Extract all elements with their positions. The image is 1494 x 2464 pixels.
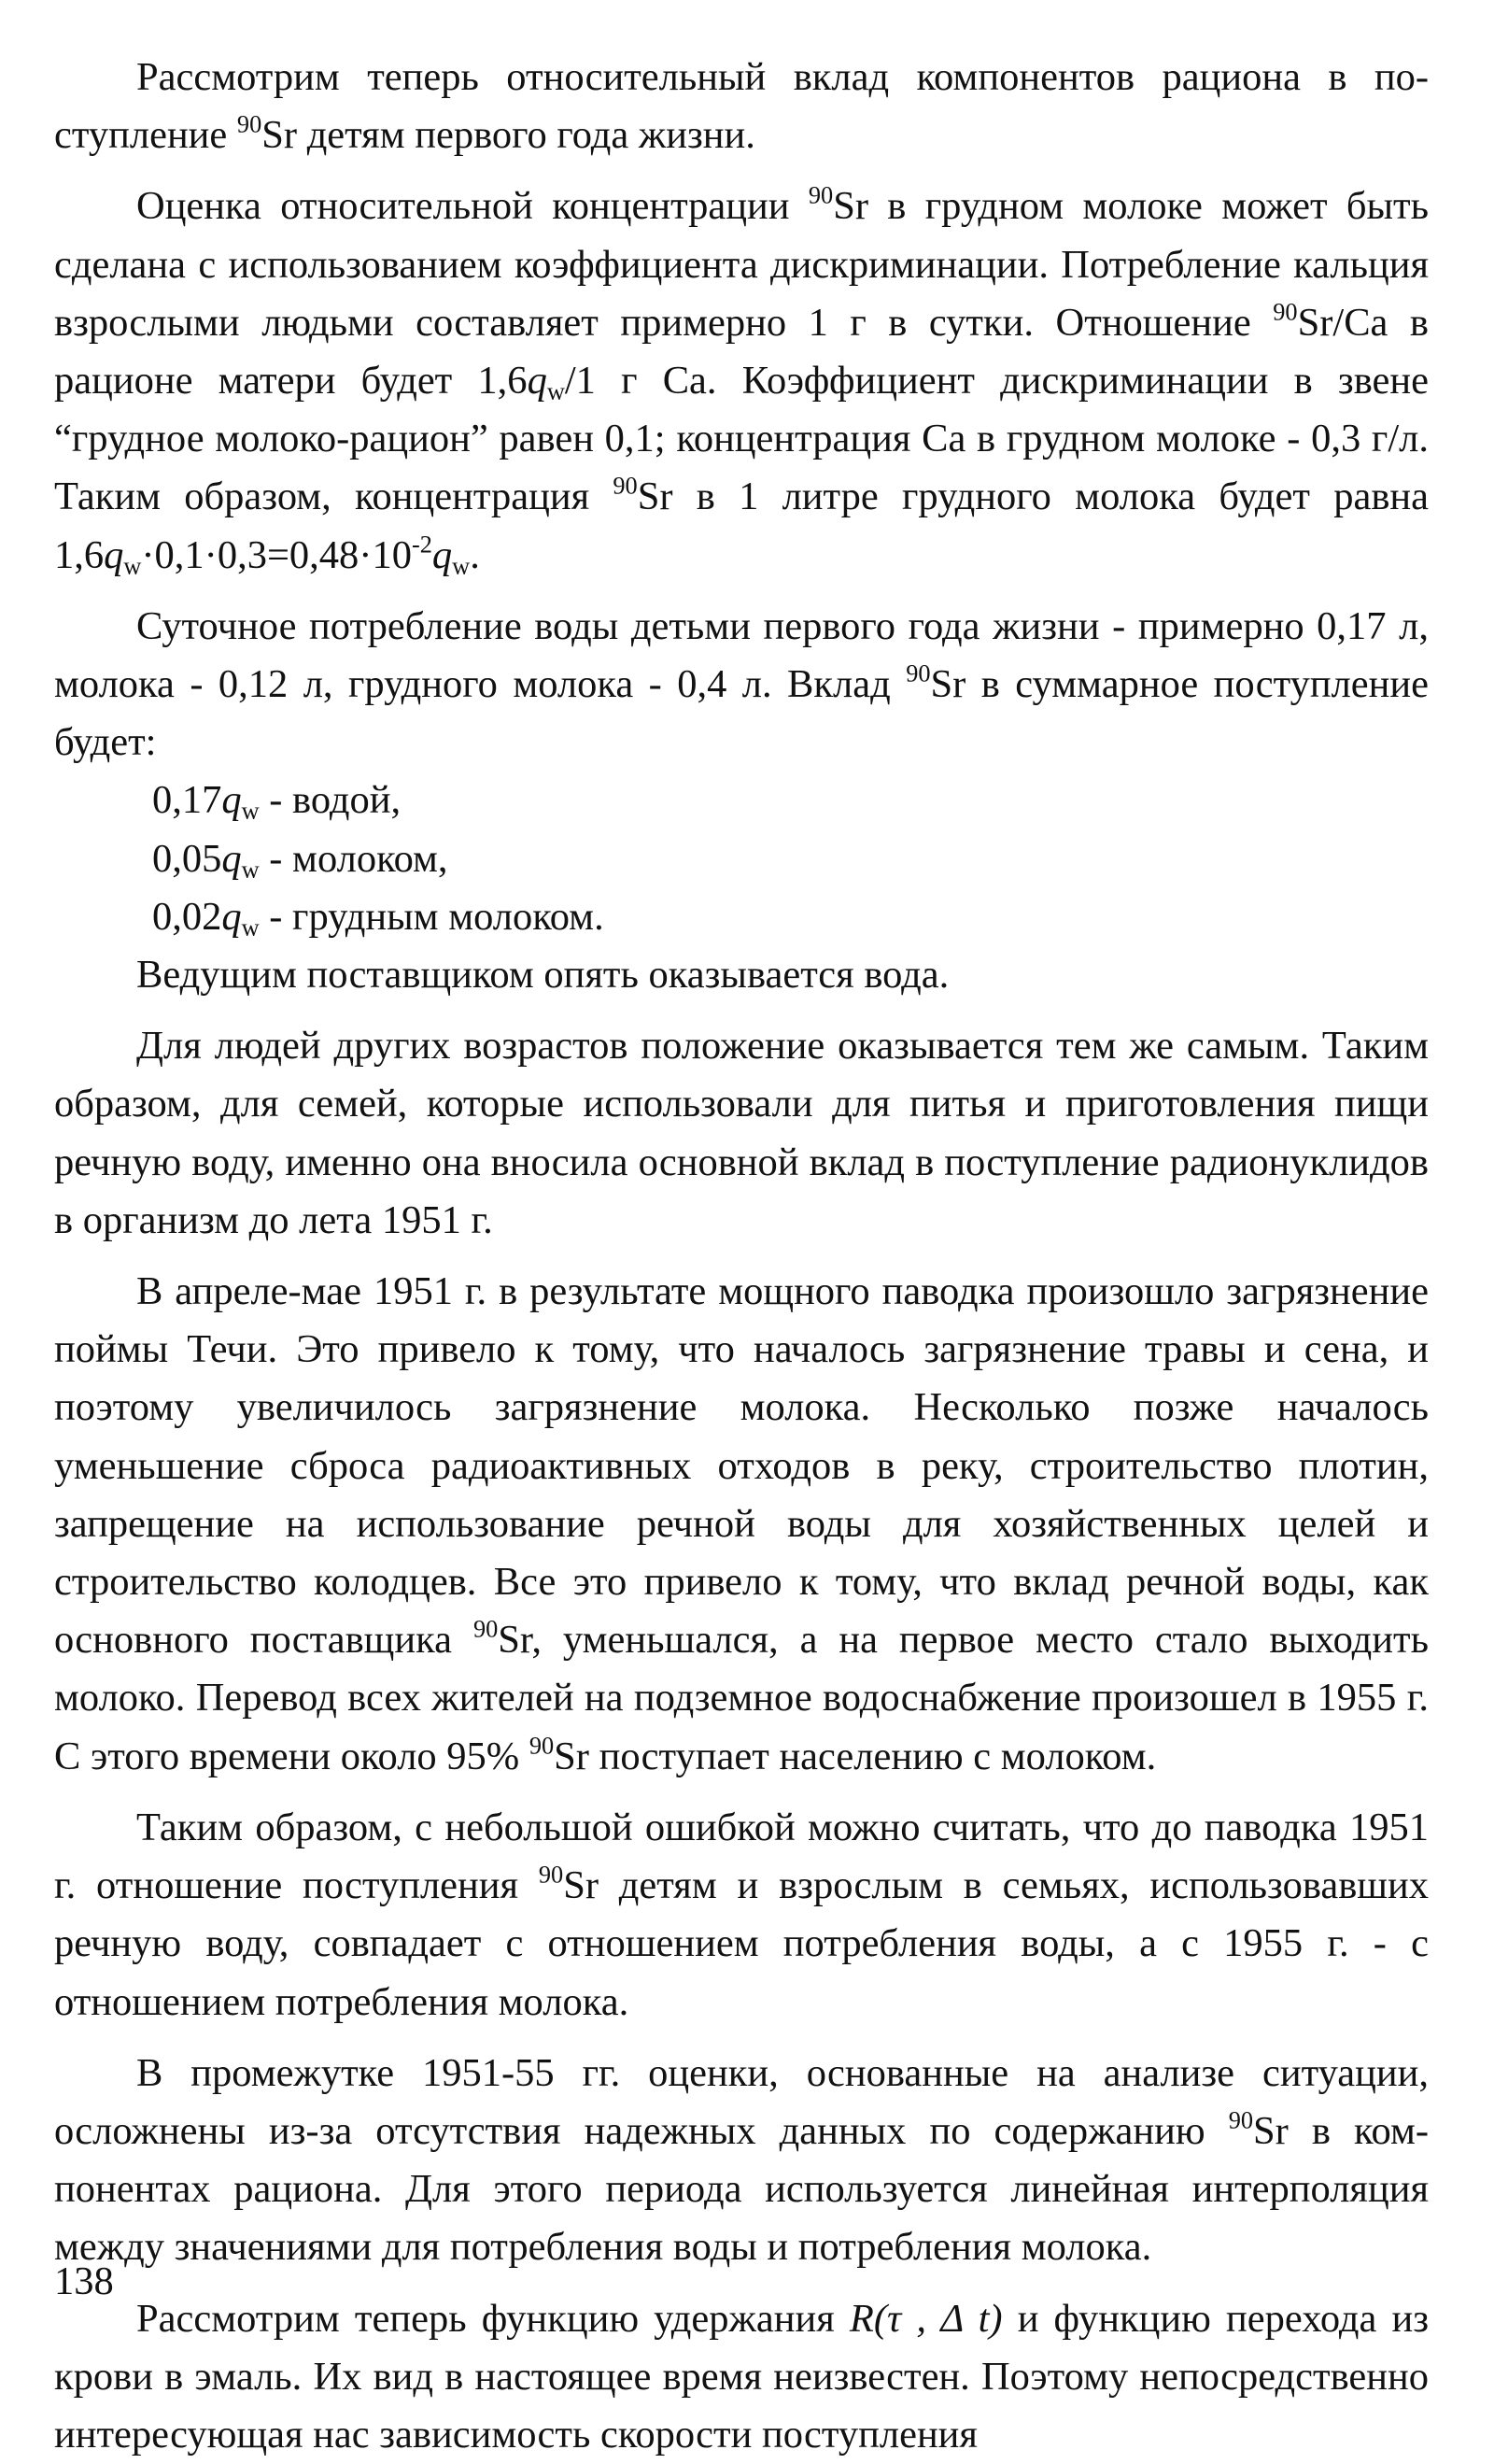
paragraph-1: Рассмотрим теперь относительный вклад компонентов рациона в поступление $^{90}$Sr детям первого года жизни. (54, 55, 1429, 158)
formula-breast-milk: $0,02q_w$ - грудным молоком. (152, 894, 604, 942)
page-number: 138 (54, 2259, 114, 2303)
paragraph-3: Суточное потребление воды детьми первого года жизни - примерно 0,17 л, молока - 0,12 л, грудного молока - 0,4 л. Вклад $^{90}$Sr в суммарное поступление будет: (54, 603, 1429, 765)
paragraph-5: Для людей других возрастов положение оказывается тем же самым. Таким образом, для семей, которые использовали для питья и приготовления пищи речную воду, именно она вносила основной вклад в поступление радионуклидов в организм до лета 1951 г. (54, 1024, 1429, 1242)
paragraph-6: В апреле-мае 1951 г. в результате мощного паводка произошло загрязнение поймы Течи. Это привело к тому, что началось загрязнение травы и сена, и поэтому увеличилось загрязнение молока. Несколько позже началось уменьшение сброса радиоактивных отходов в реку, строительство плотин, запрещение на использование речной воды для хозяйственных целей и строительство колодцев. Все это привело к тому, что вклад речной воды, как основного поставщика $^{90}$Sr, уменьшался, а на первое место стало выходить молоко. Перевод всех жителей на подземное водоснабжение произошел в 1955 г. С этого времени около 95% $^{90}$Sr поступает населению с молоком. (54, 1269, 1429, 1778)
paragraph-4: Ведущим поставщиком опять оказывается вода. (136, 953, 950, 998)
paragraph-9: Рассмотрим теперь функцию удержания R(τ , Δ t) и функцию перехода из крови в эмаль. Их вид в настоящее время неизвестен. Поэтому непосредственно интересующая нас зависимость скорости поступления (54, 2296, 1429, 2457)
formula-milk: $0,05q_w$ - молоком, (152, 836, 448, 884)
retention-function: R (849, 2296, 874, 2341)
body-text (54, 49, 1429, 2464)
paragraph-2: Оценка относительной концентрации $^{90}$Sr в грудном молоке может быть сделана с использованием коэффициента дискриминации. Потребление кальция взрослыми людьми составляет примерно 1 г в сутки. Отношение $^{90}$Sr/Ca в рационе матери будет $1,6q_w/1$ г Са. Коэффициент дискриминации в звене “грудное молоко-рацион” равен 0,1; концентрация Са в грудном молоке - 0,3 г/л. Таким образом, концентрация $^{90}$Sr в 1 литре грудного молока будет равна $1,6q_w\cdot 0,1\cdot 0,3=0,48\cdot 10^{-2}q_w$. (54, 182, 1430, 580)
paragraph-8: В промежутке 1951-55 гг. оценки, основанные на анализе ситуации, осложнены из-за отсутствия надежных данных по содержанию $^{90}$Sr в компонентах рациона. Для этого периода используется линейная интерполяция между значениями для потребления воды и потребления молока. (54, 2050, 1429, 2270)
paragraph-7: Таким образом, с небольшой ошибкой можно считать, что до паводка 1951 г. отношение поступления $^{90}$Sr детям и взрослым в семьях, использовавших речную воду, совпадает с отношением потребления воды, а с 1955 г. - с отношением потребления молока. (54, 1805, 1429, 2024)
formula-water: $0,17q_w$ - водой, (152, 778, 402, 826)
